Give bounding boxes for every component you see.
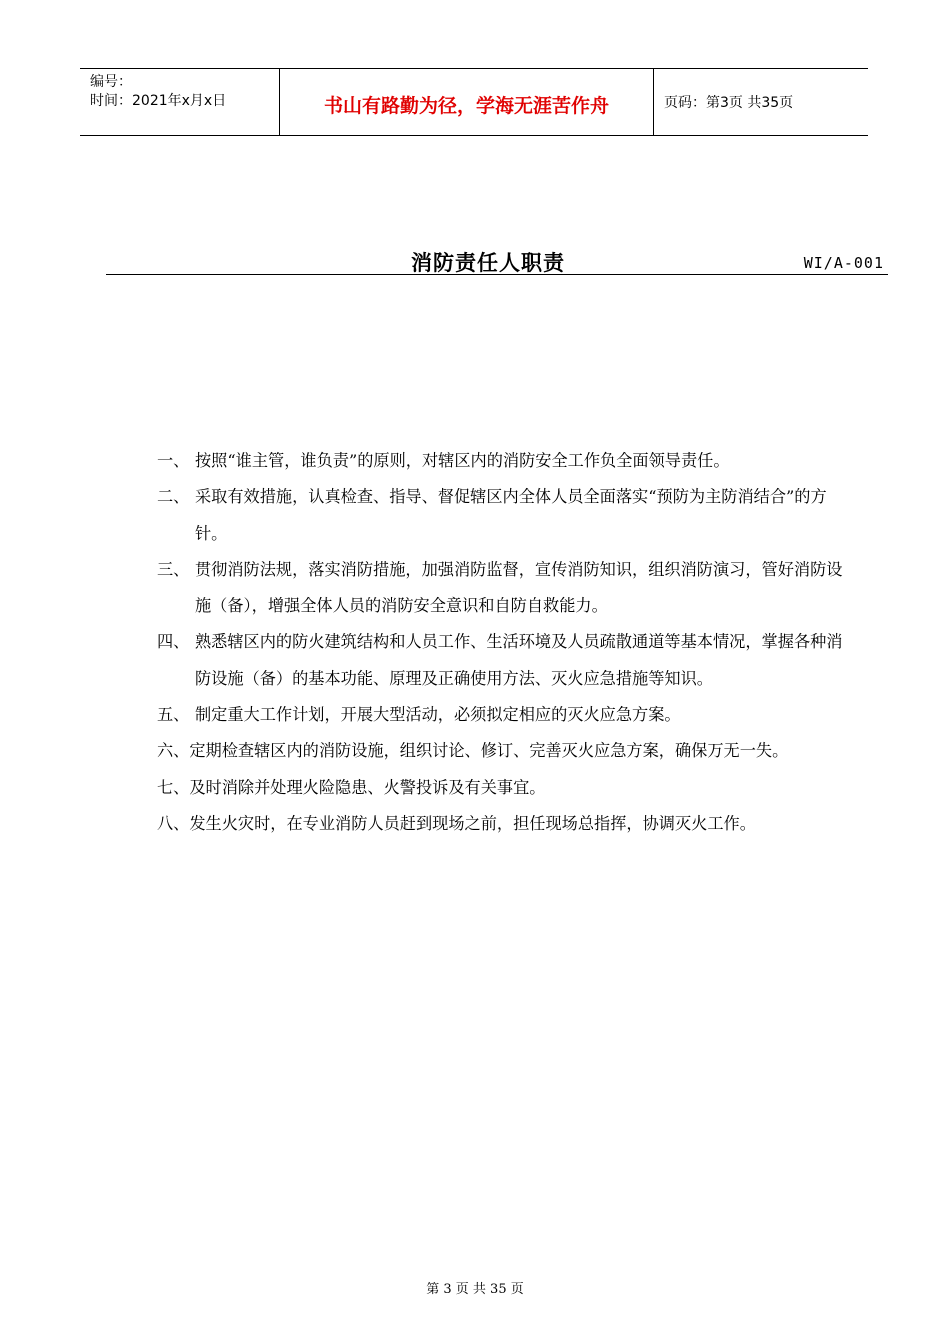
time-label: 时间：2021年x月x日: [90, 93, 227, 109]
document-body: [115, 443, 845, 842]
page-footer: 第 3 页 共 35 页: [426, 1282, 524, 1297]
list-item: [115, 770, 845, 806]
header-motto: 书山有路勤为径，学海无涯苦作舟: [280, 69, 654, 135]
item-text: 发生火灾时，在专业消防人员赶到现场之前，担任现场总指挥，协调灭火工作。: [189, 813, 756, 833]
document-code: WI/A-001: [803, 254, 884, 272]
item-number: 五、: [157, 705, 190, 725]
item-number: 七、: [157, 777, 190, 797]
header-meta: [80, 69, 280, 135]
title-row: [106, 244, 888, 275]
list-item: [115, 697, 845, 733]
list-item: [115, 552, 845, 625]
item-number: 六、: [157, 741, 190, 761]
list-item: [115, 443, 845, 479]
header-table: [80, 68, 868, 136]
item-text: 制定重大工作计划，开展大型活动，必须拟定相应的灭火应急方案。: [195, 705, 681, 725]
item-number: 三、: [157, 559, 190, 579]
item-number: 一、: [157, 451, 190, 470]
item-text: 熟悉辖区内的防火建筑结构和人员工作、生活环境及人员疏散通道等基本情况，掌握各种消防设施（备）的基本功能、原理及正确使用方法、灭火应急措施等知识。: [195, 632, 843, 688]
item-number: 四、: [157, 632, 190, 652]
item-text: 采取有效措施，认真检查、指导、督促辖区内全体人员全面落实“预防为主防消结合”的方针。: [195, 487, 827, 543]
item-number: 八、: [157, 813, 190, 833]
item-text: 贯彻消防法规，落实消防措施，加强消防监督，宣传消防知识，组织消防演习，管好消防设施（备），增强全体人员的消防安全意识和自防自救能力。: [195, 559, 843, 616]
list-item: [115, 733, 845, 769]
item-number: 二、: [157, 487, 190, 507]
list-item: [115, 806, 845, 842]
item-text: 定期检查辖区内的消防设施，组织讨论、修订、完善灭火应急方案，确保万无一失。: [189, 741, 789, 761]
code-label: 编号：: [90, 74, 132, 90]
list-item: [115, 624, 845, 697]
document-title: 消防责任人职责: [411, 251, 565, 275]
list-item: [115, 479, 845, 552]
header-page-info: 页码：第3页 共35页: [664, 95, 794, 111]
item-text: 及时消除并处理火险隐患、火警投诉及有关事宜。: [189, 777, 546, 797]
item-text: 按照“谁主管，谁负责”的原则，对辖区内的消防安全工作负全面领导责任。: [195, 451, 730, 470]
